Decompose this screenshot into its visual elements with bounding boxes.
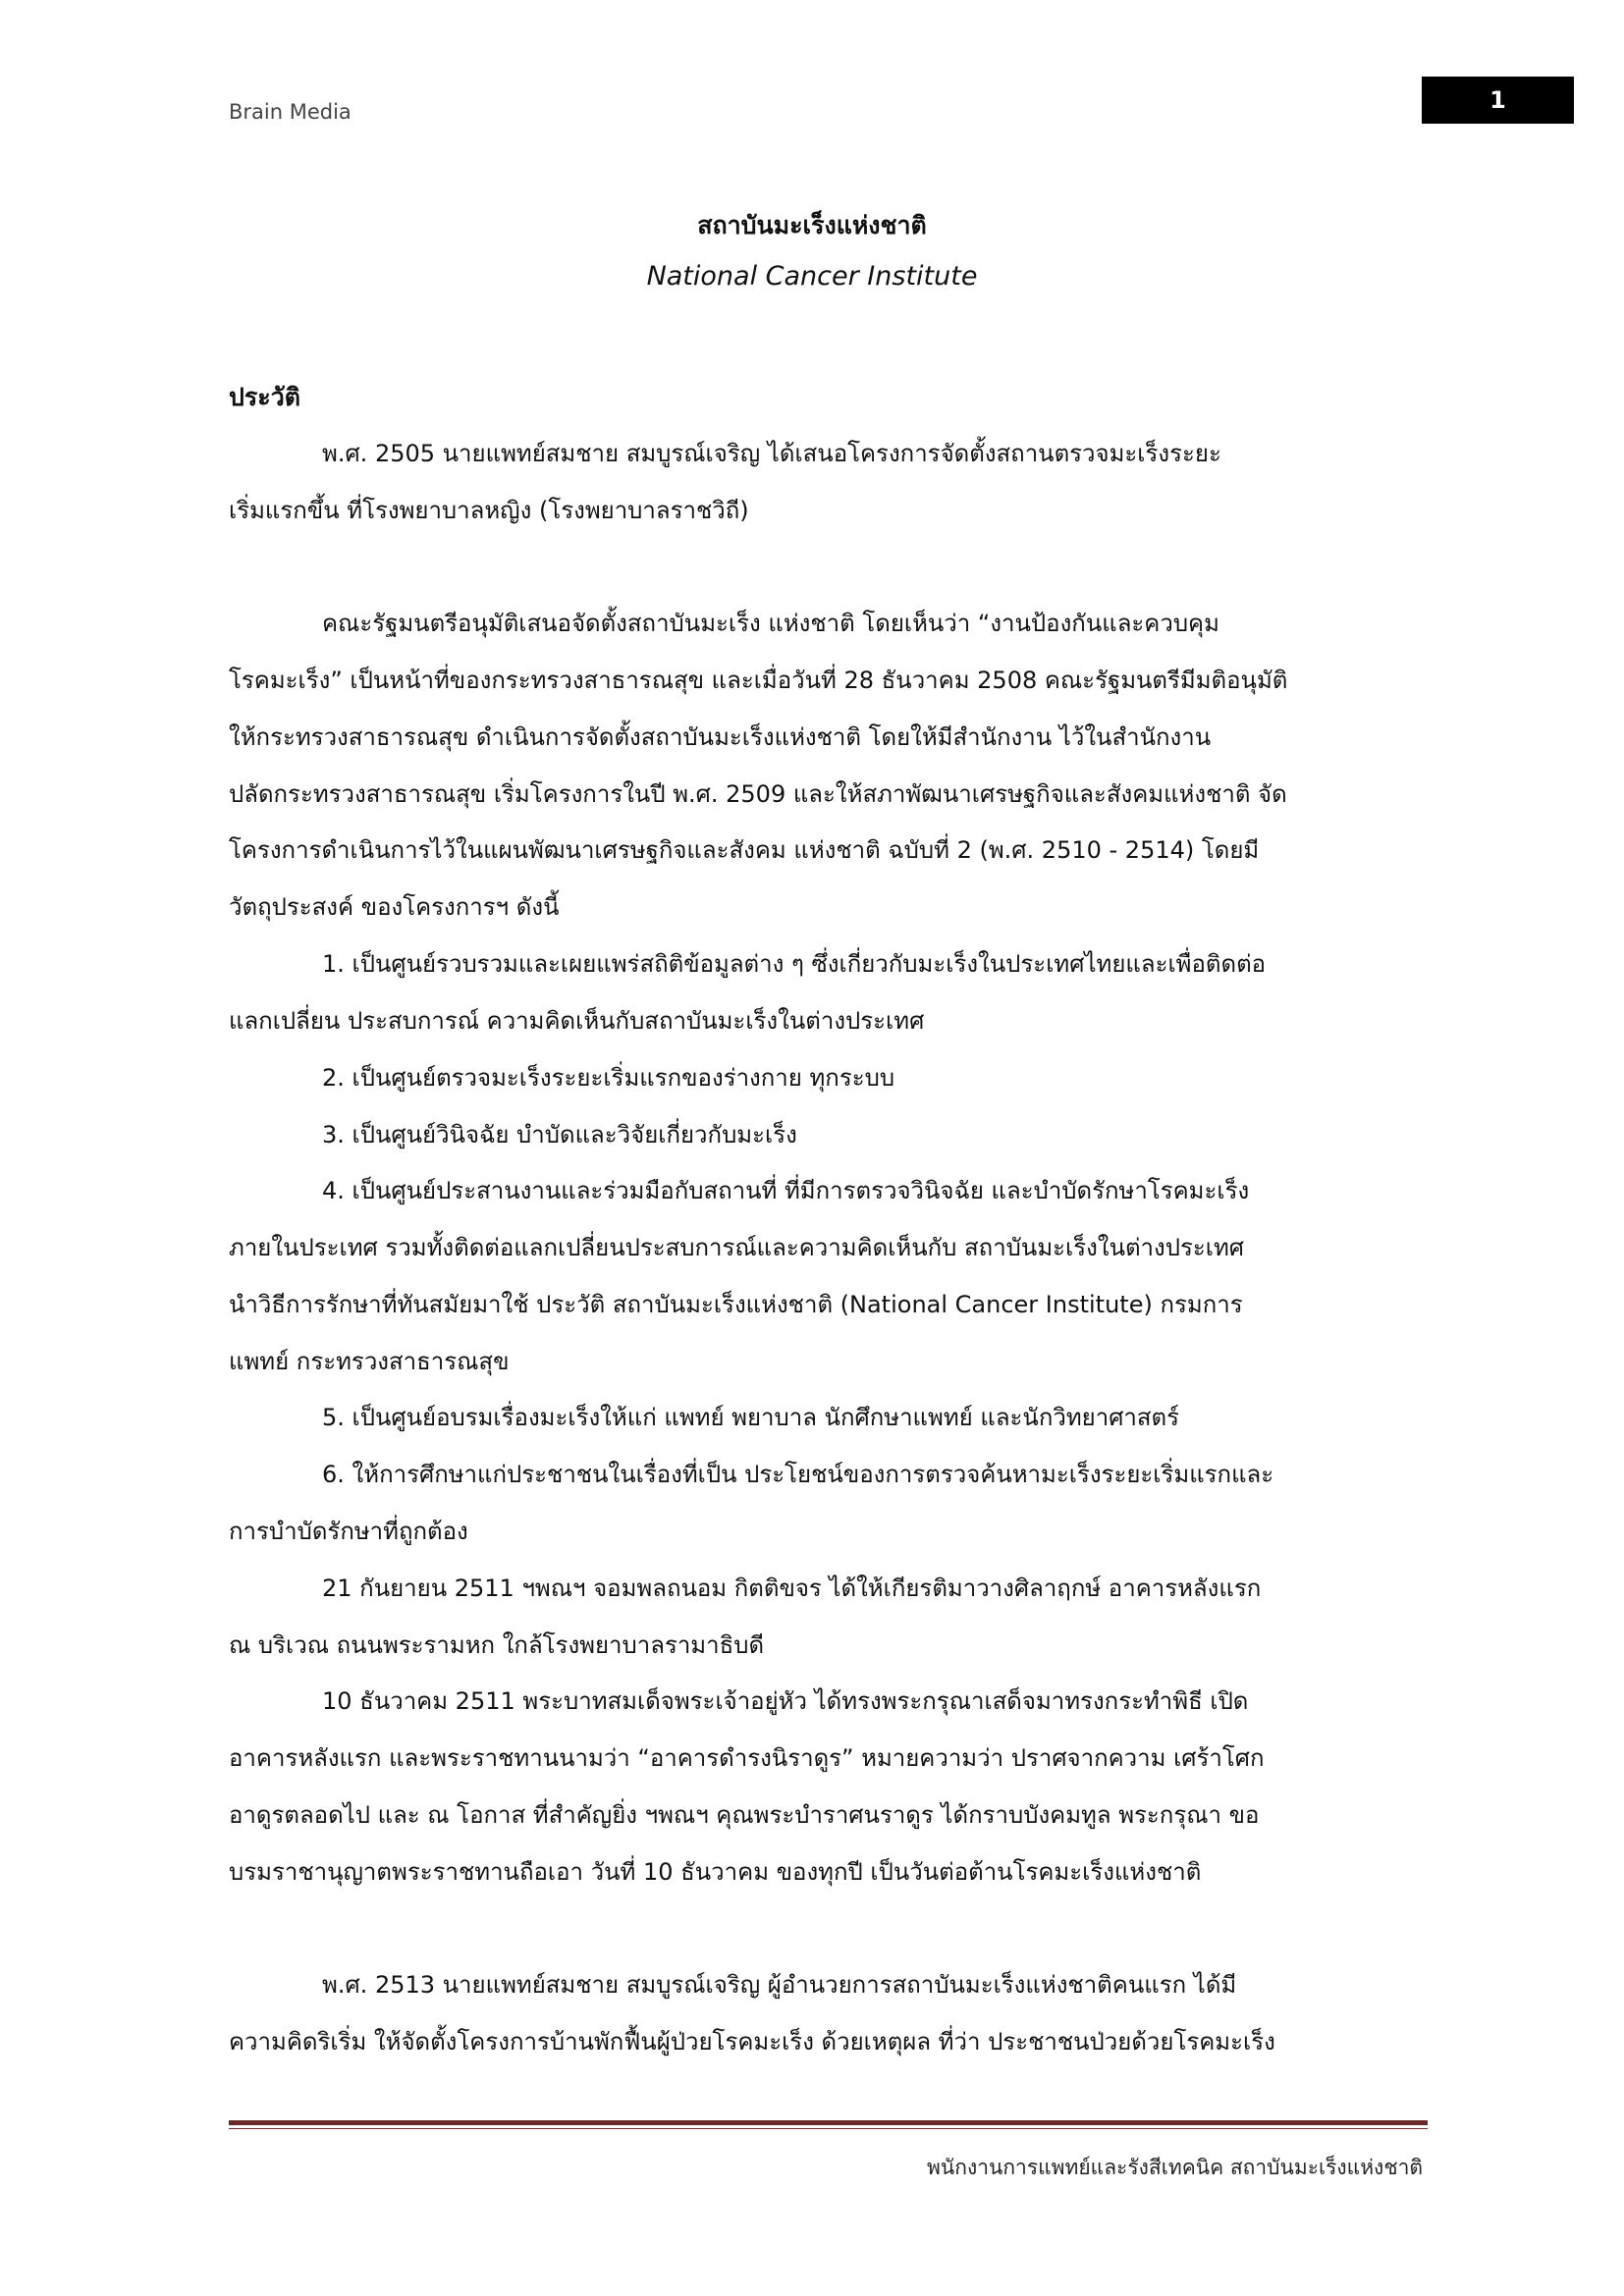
- text-line: ความคิดริเริ่ม ให้จัดตั้งโครงการบ้านพักฟื้นผู้ป่วยโรคมะเร็ง ด้วยเหตุผล ที่ว่า ประชาชนป่วยด้วยโรคมะเร็ง: [229, 2028, 1275, 2056]
- text-line: 10 ธันวาคม 2511 พระบาทสมเด็จพระเจ้าอยู่หัว ได้ทรงพระกรุณาเสด็จมาทรงกระทำพิธี เปิด: [322, 1687, 1249, 1715]
- text-line: เริ่มแรกขึ้น ที่โรงพยาบาลหญิง (โรงพยาบาลราชวิถี): [229, 497, 749, 524]
- text-line: 21 กันยายน 2511 ฯพณฯ จอมพลถนอม กิตติขจร ได้ให้เกียรติมาวางศิลาฤกษ์ อาคารหลังแรก: [322, 1575, 1262, 1602]
- text-line: แพทย์ กระทรวงสาธารณสุข: [229, 1348, 510, 1375]
- text-line: 6. ให้การศึกษาแก่ประชาชนในเรื่องที่เป็น ประโยชน์ของการตรวจค้นหามะเร็งระยะเริ่มแรกและ: [322, 1461, 1274, 1488]
- text-line: 1. เป็นศูนย์รวบรวมและเผยแพร่สถิติข้อมูลต่าง ๆ ซึ่งเกี่ยวกับมะเร็งในประเทศไทยและเพื่อติดต่อ: [322, 950, 1267, 978]
- text-line: 2. เป็นศูนย์ตรวจมะเร็งระยะเริ่มแรกของร่างกาย ทุกระบบ: [322, 1064, 895, 1092]
- footer-text: พนักงานการแพทย์และรังสีเทคนิค สถาบันมะเร็งแห่งชาติ: [927, 2156, 1423, 2179]
- text-line: วัตถุประสงค์ ของโครงการฯ ดังนี้: [229, 893, 560, 921]
- header-brand: Brain Media: [229, 100, 352, 124]
- footer-divider: [229, 2120, 1428, 2129]
- text-line: 5. เป็นศูนย์อบรมเรื่องมะเร็งให้แก่ แพทย์ พยาบาล นักศึกษาแพทย์ และนักวิทยาศาสตร์: [322, 1404, 1180, 1431]
- text-line: อาคารหลังแรก และพระราชทานนามว่า “อาคารดำรงนิราดูร” หมายความว่า ปราศจากความ เศร้าโศก: [229, 1744, 1265, 1772]
- text-line: โรคมะเร็ง” เป็นหน้าที่ของกระทรวงสาธารณสุข และเมื่อวันที่ 28 ธันวาคม 2508 คณะรัฐมนตรีมีมติอนุมัติ: [229, 667, 1288, 694]
- text-line: แลกเปลี่ยน ประสบการณ์ ความคิดเห็นกับสถาบันมะเร็งในต่างประเทศ: [229, 1007, 925, 1035]
- text-line: การบำบัดรักษาที่ถูกต้อง: [229, 1518, 468, 1545]
- text-line: บรมราชานุญาตพระราชทานถือเอา วันที่ 10 ธันวาคม ของทุกปี เป็นวันต่อต้านโรคมะเร็งแห่งชาติ: [229, 1858, 1202, 1886]
- document-subtitle: National Cancer Institute: [646, 261, 978, 292]
- text-line: พ.ศ. 2505 นายแพทย์สมชาย สมบูรณ์เจริญ ได้เสนอโครงการจัดตั้งสถานตรวจมะเร็งระยะ: [322, 440, 1221, 467]
- page-number: 1: [1422, 77, 1574, 124]
- section-heading-history: ประวัติ: [229, 383, 300, 411]
- document-title: สถาบันมะเร็งแห่งชาติ: [697, 211, 927, 240]
- text-line: นำวิธีการรักษาที่ทันสมัยมาใช้ ประวัติ สถาบันมะเร็งแห่งชาติ (National Cancer Institute) กรมการ: [229, 1291, 1243, 1318]
- text-line: คณะรัฐมนตรีอนุมัติเสนอจัดตั้งสถาบันมะเร็ง แห่งชาติ โดยเห็นว่า “งานป้องกันและควบคุม: [322, 610, 1219, 637]
- text-line: 3. เป็นศูนย์วินิจฉัย บำบัดและวิจัยเกี่ยวกับมะเร็ง: [322, 1121, 797, 1148]
- text-line: อาดูรตลอดไป และ ณ โอกาส ที่สำคัญยิ่ง ฯพณฯ คุณพระบำราศนราดูร ได้กราบบังคมทูล พระกรุณา ขอ: [229, 1801, 1260, 1829]
- text-line: ปลัดกระทรวงสาธารณสุข เริ่มโครงการในปี พ.ศ. 2509 และให้สภาพัฒนาเศรษฐกิจและสังคมแห่งชาติ จัด: [229, 780, 1287, 808]
- text-line: โครงการดำเนินการไว้ในแผนพัฒนาเศรษฐกิจและสังคม แห่งชาติ ฉบับที่ 2 (พ.ศ. 2510 - 2514) โดยมี: [229, 836, 1260, 864]
- text-line: 4. เป็นศูนย์ประสานงานและร่วมมือกับสถานที่ ที่มีการตรวจวินิจฉัย และบำบัดรักษาโรคมะเร็ง: [322, 1177, 1250, 1204]
- text-line: พ.ศ. 2513 นายแพทย์สมชาย สมบูรณ์เจริญ ผู้อำนวยการสถาบันมะเร็งแห่งชาติคนแรก ได้มี: [322, 1971, 1237, 1999]
- text-line: ภายในประเทศ รวมทั้งติดต่อแลกเปลี่ยนประสบการณ์และความคิดเห็นกับ สถาบันมะเร็งในต่างประเทศ: [229, 1234, 1245, 1261]
- text-line: ณ บริเวณ ถนนพระรามหก ใกล้โรงพยาบาลรามาธิบดี: [229, 1631, 765, 1659]
- text-line: ให้กระทรวงสาธารณสุข ดำเนินการจัดตั้งสถาบันมะเร็งแห่งชาติ โดยให้มีสำนักงาน ไว้ในสำนักงาน: [229, 723, 1212, 751]
